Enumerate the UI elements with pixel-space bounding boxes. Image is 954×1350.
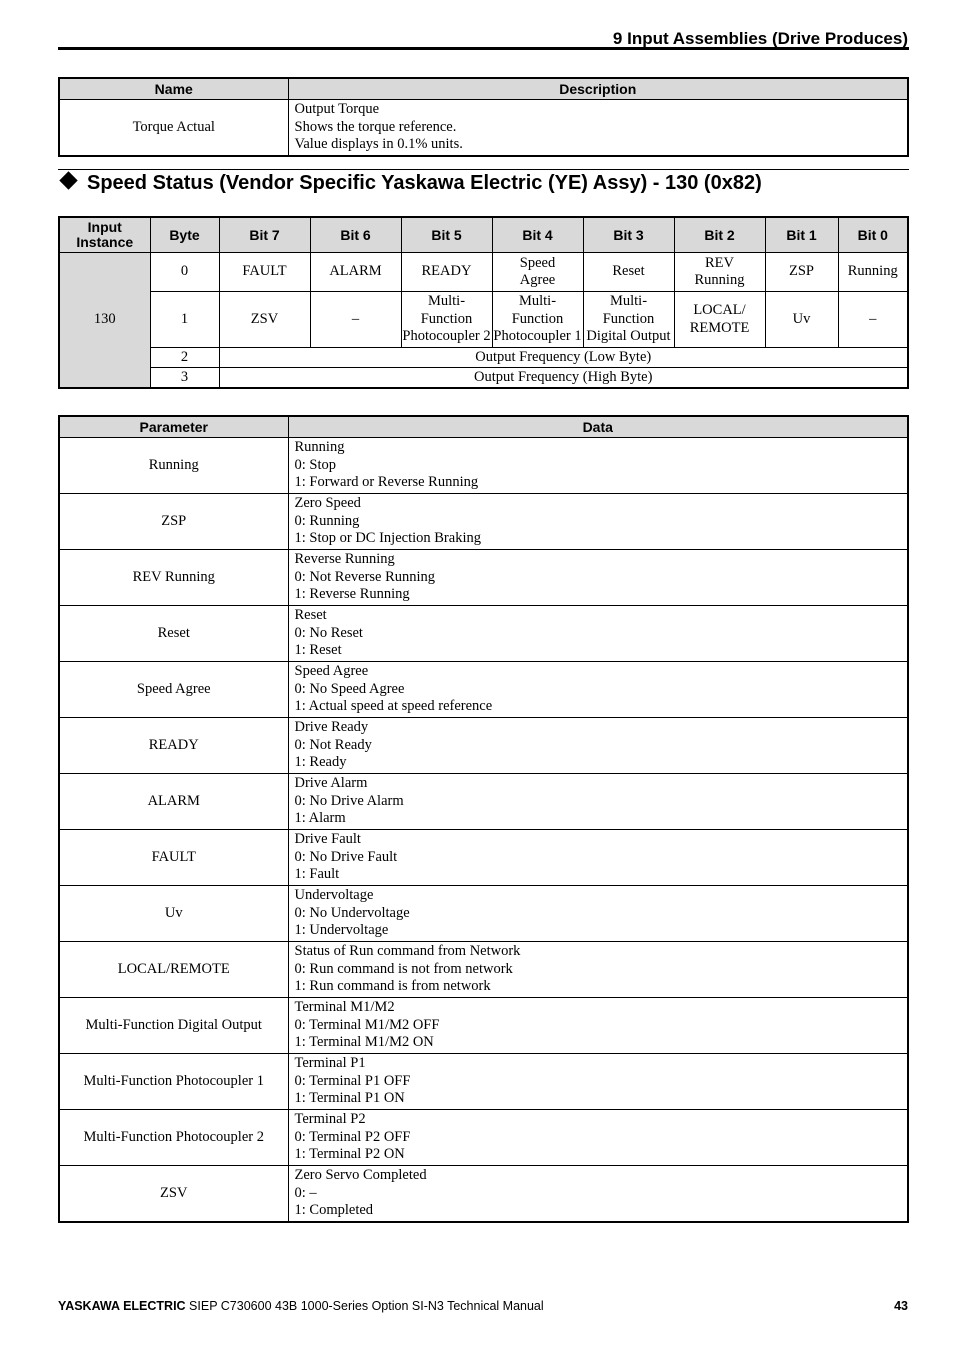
param-name: ZSP (59, 494, 288, 550)
bit-map-table (58, 216, 909, 389)
column-header-input-instance: Input Instance (59, 217, 150, 253)
data-line: 0: Stop (294, 456, 336, 473)
data-line: 1: Fault (294, 866, 340, 883)
table-row (59, 1110, 908, 1166)
data-line: 1: Completed (294, 1202, 374, 1219)
param-name: ZSV (59, 1166, 288, 1223)
footer-brand: YASKAWA ELECTRIC (58, 1299, 186, 1313)
column-header-bit1: Bit 1 (765, 217, 838, 253)
data-line: 1: Alarm (294, 810, 346, 827)
bit-cell: Multi- Function Photocoupler 1 (492, 292, 583, 348)
param-name: Torque Actual (59, 100, 288, 157)
description-line: Shows the torque reference. (294, 118, 457, 135)
data-line: Reset (294, 607, 327, 624)
param-data (288, 886, 908, 942)
param-name: Multi-Function Digital Output (59, 998, 288, 1054)
param-data (288, 662, 908, 718)
input-instance-cell: 130 (59, 253, 150, 389)
data-line: 0: No Drive Alarm (294, 792, 404, 809)
data-line: 1: Terminal P1 ON (294, 1090, 405, 1107)
bit-cell: Speed Agree (492, 253, 583, 292)
table-row (59, 998, 908, 1054)
table-row (59, 1054, 908, 1110)
bit-cell: – (838, 292, 908, 348)
data-line: Reverse Running (294, 551, 395, 568)
table-row (59, 292, 908, 348)
column-header-bit5: Bit 5 (401, 217, 492, 253)
data-line: 1: Run command is from network (294, 978, 491, 995)
data-line: 1: Terminal M1/M2 ON (294, 1034, 434, 1051)
param-name: FAULT (59, 830, 288, 886)
data-line: Drive Alarm (294, 775, 368, 792)
param-data (288, 606, 908, 662)
table-row (59, 606, 908, 662)
bit-cell: Multi- Function Photocoupler 2 (401, 292, 492, 348)
footer-page-number: 43 (894, 1299, 908, 1313)
param-name: ALARM (59, 774, 288, 830)
param-name: Reset (59, 606, 288, 662)
data-line: 1: Terminal P2 ON (294, 1146, 405, 1163)
column-header-data: Data (288, 416, 908, 438)
param-data (288, 1166, 908, 1223)
bit-cell: Uv (765, 292, 838, 348)
column-header-bit6: Bit 6 (310, 217, 401, 253)
table-row (59, 1166, 908, 1223)
span-cell: Output Frequency (Low Byte) (219, 348, 908, 368)
column-header-name: Name (59, 78, 288, 100)
param-description (288, 100, 908, 157)
byte-cell: 1 (150, 292, 219, 348)
data-line: Zero Servo Completed (294, 1167, 427, 1184)
data-line: Undervoltage (294, 887, 374, 904)
bit-cell: Reset (583, 253, 674, 292)
byte-cell: 2 (150, 348, 219, 368)
section-heading (62, 172, 762, 195)
column-header-parameter: Parameter (59, 416, 288, 438)
torque-table (58, 77, 909, 157)
bit-cell: LOCAL/ REMOTE (674, 292, 765, 348)
table-row (59, 830, 908, 886)
parameter-table (58, 415, 909, 1223)
param-data (288, 830, 908, 886)
data-line: Status of Run command from Network (294, 943, 521, 960)
diamond-bullet-icon (59, 171, 77, 189)
param-name: LOCAL/REMOTE (59, 942, 288, 998)
data-line: 1: Reset (294, 642, 342, 659)
data-line: 0: No Speed Agree (294, 680, 405, 697)
param-data (288, 550, 908, 606)
param-name: READY (59, 718, 288, 774)
data-line: Drive Ready (294, 719, 369, 736)
bit-cell: REV Running (674, 253, 765, 292)
param-name: Multi-Function Photocoupler 1 (59, 1054, 288, 1110)
data-line: 1: Ready (294, 754, 347, 771)
data-line: Speed Agree (294, 663, 369, 680)
data-line: 1: Reverse Running (294, 586, 410, 603)
param-data (288, 998, 908, 1054)
param-data (288, 774, 908, 830)
bit-cell: ALARM (310, 253, 401, 292)
table-row (59, 253, 908, 292)
header-rule (58, 47, 909, 50)
footer-doc-title: SIEP C730600 43B 1000-Series Option SI-N3 Technical Manual (185, 1299, 544, 1313)
table-row (59, 100, 908, 157)
param-name: Running (59, 438, 288, 494)
bit-cell: Running (838, 253, 908, 292)
table-row (59, 494, 908, 550)
bit-cell: ZSP (765, 253, 838, 292)
table-row (59, 368, 908, 389)
param-data (288, 494, 908, 550)
column-header-bit4: Bit 4 (492, 217, 583, 253)
bit-cell: Multi- Function Digital Output (583, 292, 674, 348)
data-line: 0: Terminal P2 OFF (294, 1128, 411, 1145)
description-line: Output Torque (294, 101, 380, 118)
data-line: 0: – (294, 1184, 317, 1201)
data-line: 1: Actual speed at speed reference (294, 698, 493, 715)
bit-cell: ZSV (219, 292, 310, 348)
table-row (59, 662, 908, 718)
param-name: Multi-Function Photocoupler 2 (59, 1110, 288, 1166)
table-row (59, 438, 908, 494)
table-row (59, 942, 908, 998)
data-line: 0: No Undervoltage (294, 904, 410, 921)
column-header-bit0: Bit 0 (838, 217, 908, 253)
data-line: Terminal M1/M2 (294, 999, 395, 1016)
table-row (59, 886, 908, 942)
param-data (288, 718, 908, 774)
span-cell: Output Frequency (High Byte) (219, 368, 908, 389)
param-name: REV Running (59, 550, 288, 606)
section-rule (58, 169, 909, 170)
column-header-bit2: Bit 2 (674, 217, 765, 253)
data-line: 0: Not Reverse Running (294, 568, 436, 585)
data-line: 0: Terminal P1 OFF (294, 1072, 411, 1089)
data-line: 0: Not Ready (294, 736, 372, 753)
byte-cell: 0 (150, 253, 219, 292)
data-line: Running (294, 439, 345, 456)
table-row (59, 718, 908, 774)
data-line: 1: Stop or DC Injection Braking (294, 530, 481, 547)
data-line: 0: Terminal M1/M2 OFF (294, 1016, 440, 1033)
table-row (59, 348, 908, 368)
data-line: Zero Speed (294, 495, 361, 512)
data-line: 0: Run command is not from network (294, 960, 513, 977)
section-title-text: Speed Status (Vendor Specific Yaskawa Electric (YE) Assy) - 130 (0x82) (87, 172, 762, 194)
data-line: 1: Forward or Reverse Running (294, 474, 479, 491)
bit-cell: FAULT (219, 253, 310, 292)
param-name: Speed Agree (59, 662, 288, 718)
param-name: Uv (59, 886, 288, 942)
data-line: 0: Running (294, 512, 360, 529)
page-header-title: 9 Input Assemblies (Drive Produces) (612, 29, 908, 48)
byte-cell: 3 (150, 368, 219, 389)
param-data (288, 438, 908, 494)
bit-cell: READY (401, 253, 492, 292)
data-line: 0: No Reset (294, 624, 363, 641)
param-data (288, 1054, 908, 1110)
column-header-description: Description (288, 78, 908, 100)
table-row (59, 550, 908, 606)
parameter-table-body (59, 438, 908, 1223)
data-line: 1: Undervoltage (294, 922, 389, 939)
table-row (59, 774, 908, 830)
data-line: Terminal P1 (294, 1055, 366, 1072)
column-header-bit7: Bit 7 (219, 217, 310, 253)
column-header-bit3: Bit 3 (583, 217, 674, 253)
footer-document-info (58, 1299, 544, 1313)
param-data (288, 1110, 908, 1166)
column-header-byte: Byte (150, 217, 219, 253)
description-line: Value displays in 0.1% units. (294, 136, 463, 153)
data-line: Terminal P2 (294, 1111, 366, 1128)
bit-cell: – (310, 292, 401, 348)
param-data (288, 942, 908, 998)
data-line: Drive Fault (294, 831, 361, 848)
data-line: 0: No Drive Fault (294, 848, 398, 865)
